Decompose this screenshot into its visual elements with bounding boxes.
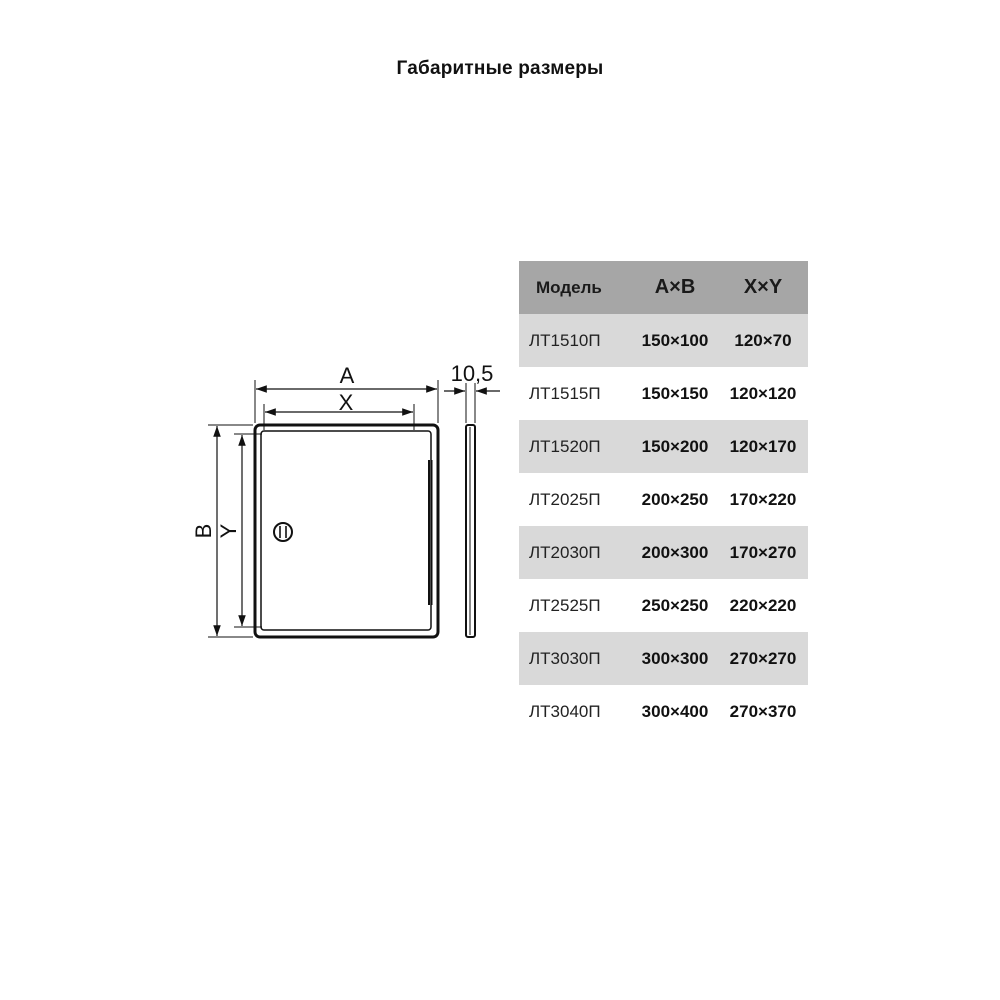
header-xy: X×Y [743,276,783,298]
row-model: ЛТ2025П [529,489,601,509]
table-row [519,579,808,632]
lock-icon [274,523,292,541]
row-model: ЛТ3030П [529,648,601,668]
header-model: Модель [536,277,602,297]
row-ab: 300×400 [641,701,709,721]
dim-thickness-label: 10,5 [450,361,494,386]
row-xy: 120×170 [729,436,797,456]
row-ab: 150×200 [641,436,709,456]
dim-A-label: A [339,363,355,388]
header-ab: A×B [654,276,696,298]
hatch-front-view [255,425,438,637]
table-row [519,685,808,738]
row-xy: 220×220 [729,595,797,615]
row-xy: 270×370 [729,701,797,721]
hatch-side-view [466,425,475,637]
table-row [519,526,808,579]
row-model: ЛТ1520П [529,436,601,456]
row-ab: 150×150 [641,383,709,403]
dim-Y-label: Y [216,523,241,539]
row-xy: 270×270 [729,648,797,668]
row-ab: 300×300 [641,648,709,668]
page-title: Габаритные размеры [396,58,604,79]
row-ab: 150×100 [641,330,709,350]
table-row [519,473,808,526]
sizes-table [519,261,808,738]
table-row [519,420,808,473]
row-model: ЛТ2525П [529,595,601,615]
table-row [519,314,808,367]
row-model: ЛТ1515П [529,383,601,403]
row-xy: 170×270 [729,542,797,562]
row-model: ЛТ2030П [529,542,601,562]
row-model: ЛТ1510П [529,330,601,350]
row-ab: 200×300 [641,542,709,562]
row-model: ЛТ3040П [529,701,601,721]
row-xy: 170×220 [729,489,797,509]
row-xy: 120×70 [734,330,792,350]
table-row [519,367,808,420]
dim-B-label: B [191,523,216,539]
row-ab: 250×250 [641,595,709,615]
dim-X-label: X [338,390,354,415]
row-ab: 200×250 [641,489,709,509]
dimension-thickness [444,361,500,423]
table-row [519,632,808,685]
row-xy: 120×120 [729,383,797,403]
table-header [519,261,808,314]
